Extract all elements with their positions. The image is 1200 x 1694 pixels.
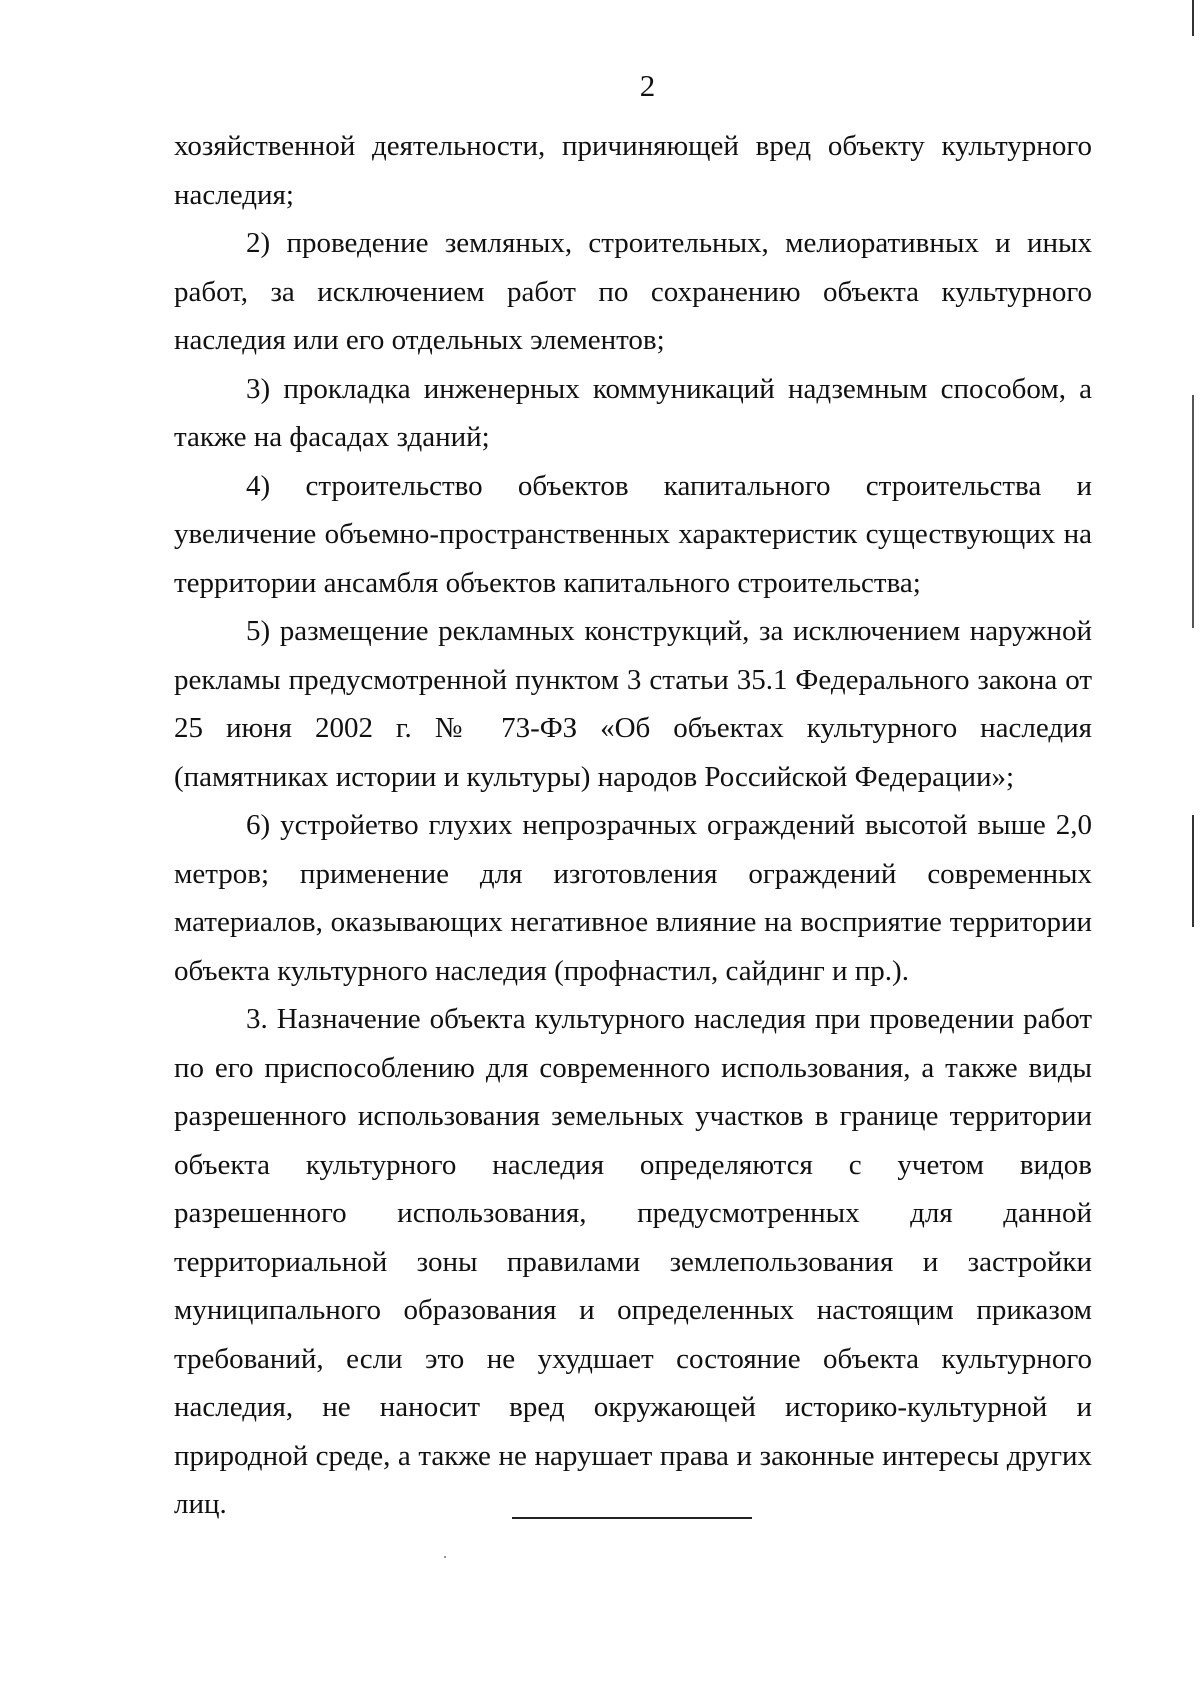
scan-edge-mark — [1192, 395, 1194, 628]
page-number: 2 — [639, 68, 656, 103]
document-body — [174, 122, 1092, 1529]
paragraph-item-2: 2) проведение земляных, строительных, мелиоративных и иных работ, за исключением работ по сохранению объекта культурного наследия или его отдельных элементов; — [174, 227, 1092, 356]
end-divider-line — [512, 1517, 752, 1519]
scan-speck — [444, 1556, 446, 1558]
paragraph-item-5: 5) размещение рекламных конструкций, за исключением наружной рекламы предусмотренной пунктом 3 статьи 35.1 Федерального закона от 25 июня 2002 г. № 73-ФЗ «Об объектах культурного наследия (памятниках истории и культуры) народов Российской Федерации»; — [174, 615, 1092, 793]
scan-edge-mark — [1192, 0, 1194, 36]
paragraph-section-3: 3. Назначение объекта культурного наследия при проведении работ по его приспособлению для современного использования, а также виды разрешенного использования земельных участков в границе территории объекта культурного наследия определяются с учетом видов разрешенного использования, предусмотренных для данной территориальной зоны правилами землепользования и застройки муниципального образования и определенных настоящим приказом требований, если это не ухудшает состояние объекта культурного наследия, не наносит вред окружающей историко-культурной и природной среде, а также не нарушает права и законные интересы других лиц. — [174, 1003, 1092, 1520]
paragraph-item-6: 6) устройетво глухих непрозрачных ограждений высотой выше 2,0 метров; применение для изготовления ограждений современных материалов, оказывающих негативное влияние на восприятие территории объекта культурного наследия (профнастил, сайдинг и пр.). — [174, 809, 1092, 987]
paragraph-item-3: 3) прокладка инженерных коммуникаций надземным способом, а также на фасадах зданий; — [174, 372, 1092, 453]
paragraph-item-4: 4) строительство объектов капитального строительства и увеличение объемно-пространственных характеристик существующих на территории ансамбля объектов капитального строительства; — [174, 469, 1092, 599]
paragraph-continuation: хозяйственной деятельности, причиняющей вред объекту культурного наследия; — [174, 130, 1092, 211]
scan-edge-mark — [1192, 815, 1194, 927]
